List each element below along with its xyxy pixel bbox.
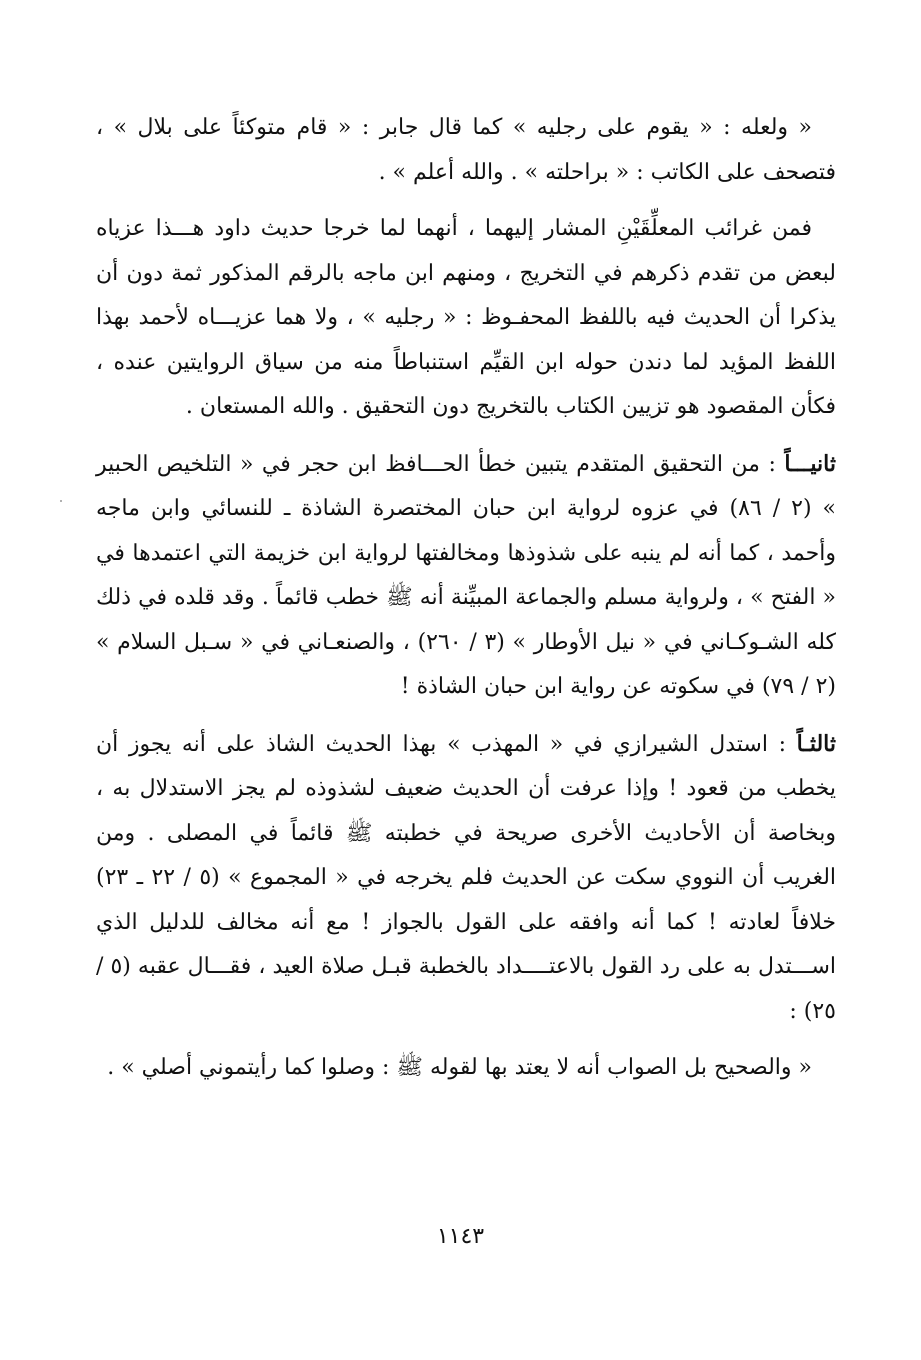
paragraph-quote-2 (96, 1046, 836, 1091)
paragraph-text: « والصحيح بل الصواب أنه لا يعتد بها لقوله ﷺ : وصلوا كما رأيتموني أصلي » . (107, 1055, 812, 1080)
margin-mark (60, 500, 62, 502)
paragraph-lead: ثالثـاً (796, 730, 836, 757)
paragraph-text: « ولعله : « يقوم على رجليه » كما قال جابر : « قام متوكئاً على بلال » ، فتصحف على الكاتب : « براحلته » . والله أعلم » . (96, 115, 836, 185)
paragraph-text: فمن غرائب المعلِّقَيْنِ المشار إليهما ، أنهما لما خرجا حديث داود هـــذا عزياه لبعض من تقدم ذكرهم في التخريج ، ومنهم ابن ماجه بالرقم المذكور ثمة دون أن يذكرا أن الحديث فيه باللفظ المحفـوظ : « رجليه » ، ولا هما عزيـــاه لأحمد بهذا اللفظ المؤيد لما دندن حوله ابن القيِّم استنباطاً منه من سياق الروايتين عنده ، فكأن المقصود هو تزيين الكتاب بالتخريج دون التحقيق . والله المستعان . (96, 216, 836, 419)
page-number: ١١٤٣ (436, 1224, 485, 1249)
page-body (96, 106, 836, 1103)
paragraph-lead: ثانيـــاً (784, 450, 836, 477)
paragraph-commentary (96, 207, 836, 430)
paragraph-third-point (96, 722, 836, 1035)
paragraph-text: : استدل الشيرازي في « المهذب » بهذا الحديث الشاذ على أنه يجوز أن يخطب من قعود ! وإذا عرفت أن الحديث ضعيف لشذوذه لم يجز الاستدلال به ، وبخاصة أن الأحاديث الأخرى صريحة في خطبته ﷺ قائماً في المصلى . ومن الغريب أن النووي سكت عن الحديث فلم يخرجه في « المجموع » (٥ / ٢٢ ـ ٢٣) خلافاً لعادته ! كما أنه وافقه على القول بالجواز ! مع أنه مخالف للدليل الذي اســـتدل به على رد القول بالاعتــــداد بالخطبة قبـل صلاة العيد ، فقـــال عقبه (٥ / ٢٥) : (96, 731, 837, 1024)
paragraph-text: : من التحقيق المتقدم يتبين خطأ الحـــافظ ابن حجر في « التلخيص الحبير » (٢ / ٨٦) في عزوه لرواية ابن حبان المختصرة الشاذة ـ للنسائي وابن ماجه وأحمد ، كما أنه لم ينبه على شذوذها ومخالفتها لرواية ابن خزيمة التي اعتمدها في « الفتح » ، ولرواية مسلم والجماعة المبيِّنة أنه ﷺ خطب قائماً . وقد قلده في ذلك كله الشـوكـاني في « نيل الأوطار » (٣ / ٢٦٠) ، والصنعـاني في « سـبل السلام » (٢ / ٧٩) في سكوته عن رواية ابن حبان الشاذة ! (96, 451, 836, 699)
paragraph-second-point (96, 442, 836, 710)
paragraph-quote-1 (96, 106, 836, 195)
